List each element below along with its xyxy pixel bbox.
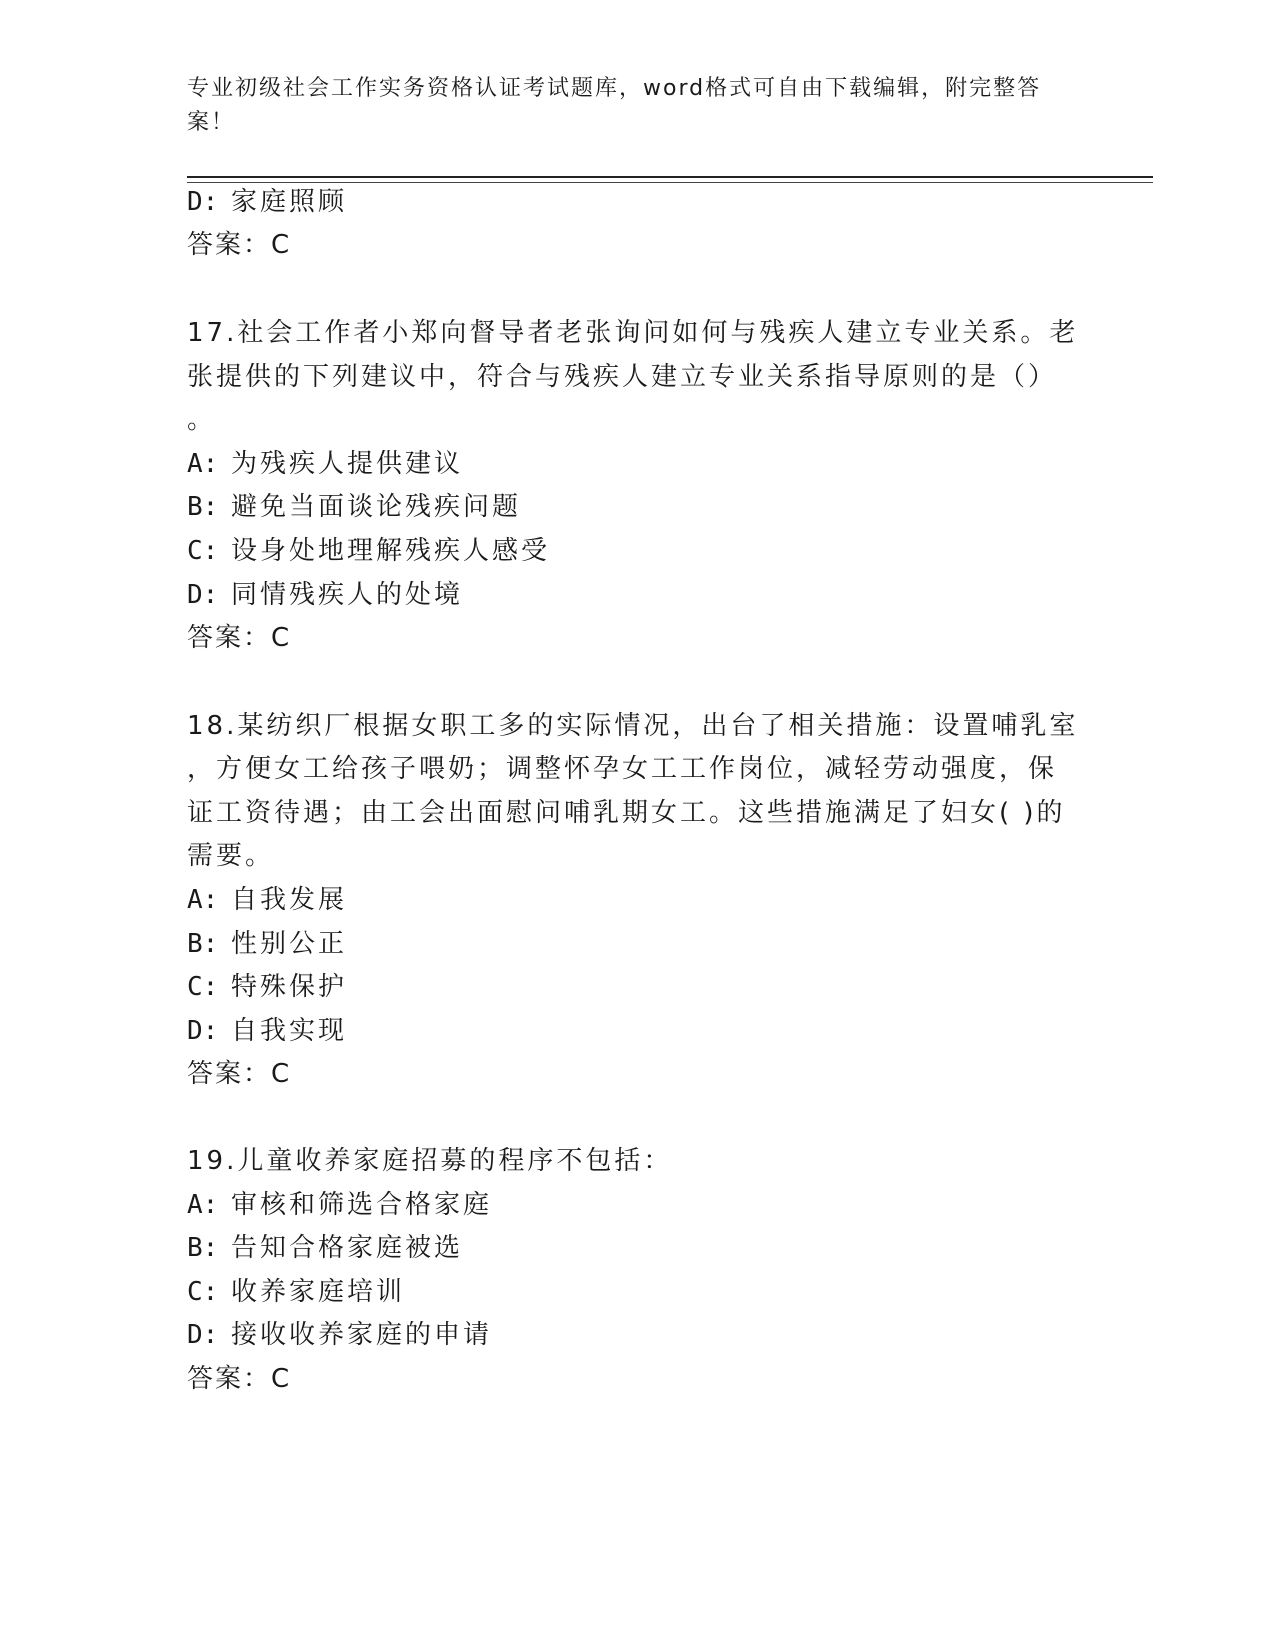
option-b [187, 927, 347, 961]
option-letter: B: [187, 492, 219, 522]
question-18-line-1: 18.某纺织厂根据女职工多的实际情况，出台了相关措施：设置哺乳室 [187, 711, 1079, 741]
option-text: 告知合格家庭被选 [231, 1233, 464, 1263]
option-letter: A: [187, 1190, 219, 1220]
option-text: 特殊保护 [231, 972, 348, 1002]
option-letter: B: [187, 1233, 219, 1263]
option-text: 性别公正 [231, 929, 348, 959]
option-letter: D: [187, 1016, 219, 1046]
option-d [187, 185, 347, 219]
header-divider-thin [187, 182, 1153, 183]
header-divider-thick [187, 176, 1153, 178]
option-b [187, 1231, 463, 1265]
question-18-line-3: 证工资待遇；由工会出面慰问哺乳期女工。这些措施满足了妇女( )的 [187, 798, 1066, 828]
option-letter: D: [187, 187, 219, 217]
option-c [187, 970, 347, 1004]
option-letter: D: [187, 1320, 219, 1350]
question-17-line-3: 。 [187, 405, 217, 435]
option-a [187, 447, 463, 481]
option-d [187, 1318, 492, 1352]
option-c [187, 1275, 405, 1309]
option-d [187, 578, 463, 612]
option-letter: C: [187, 972, 219, 1002]
option-text: 为残疾人提供建议 [231, 449, 464, 479]
option-letter: A: [187, 449, 219, 479]
option-a [187, 883, 347, 917]
option-text: 同情残疾人的处境 [231, 580, 464, 610]
option-text: 收养家庭培训 [231, 1277, 406, 1307]
document-header: 专业初级社会工作实务资格认证考试题库，word格式可自由下载编辑，附完整答案！ [187, 76, 1042, 135]
answer-line: 答案：C [187, 623, 292, 653]
option-a [187, 1188, 492, 1222]
option-text: 审核和筛选合格家庭 [231, 1190, 493, 1220]
answer-line: 答案：C [187, 1059, 292, 1089]
option-letter: D: [187, 580, 219, 610]
option-letter: C: [187, 536, 219, 566]
option-c [187, 534, 550, 568]
option-text: 设身处地理解残疾人感受 [231, 536, 551, 566]
option-d [187, 1014, 347, 1048]
question-18-line-4: 需要。 [187, 841, 275, 871]
option-letter: B: [187, 929, 219, 959]
answer-line: 答案：C [187, 230, 292, 260]
option-text: 自我发展 [231, 885, 348, 915]
option-text: 家庭照顾 [231, 187, 348, 217]
answer-line: 答案：C [187, 1364, 292, 1394]
option-text: 避免当面谈论残疾问题 [231, 492, 522, 522]
option-text: 自我实现 [231, 1016, 348, 1046]
question-18-line-2: ，方便女工给孩子喂奶；调整怀孕女工工作岗位，减轻劳动强度，保 [187, 754, 1058, 784]
option-text: 接收收养家庭的申请 [231, 1320, 493, 1350]
question-17-line-2: 张提供的下列建议中，符合与残疾人建立专业关系指导原则的是（） [187, 362, 1058, 392]
question-19-line-1: 19.儿童收养家庭招募的程序不包括： [187, 1146, 673, 1176]
question-17-line-1: 17.社会工作者小郑向督导者老张询问如何与残疾人建立专业关系。老 [187, 318, 1079, 348]
option-letter: C: [187, 1277, 219, 1307]
option-b [187, 490, 521, 524]
option-letter: A: [187, 885, 219, 915]
